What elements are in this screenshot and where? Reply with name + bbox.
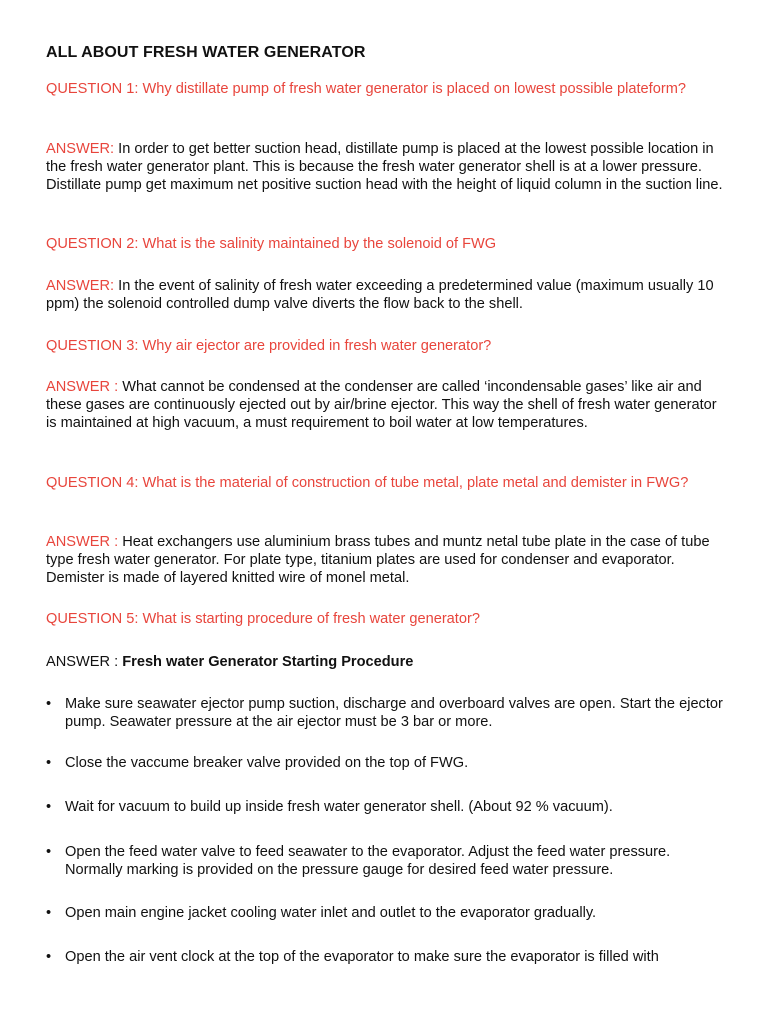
list-item (46, 904, 726, 922)
answer-2 (46, 277, 726, 313)
bullet-icon: • (46, 696, 52, 712)
list-item-text: Make sure seawater ejector pump suction, discharge and overboard valves are open. Start the ejector pump. Seawater pressure at the air ejector must be 3 bar or more. (65, 696, 723, 730)
answer-text: What cannot be condensed at the condenser are called ‘incondensable gases’ like air and these gases are continuously ejected out by air/brine ejector. This way the shell of fresh water generator is maintained at high vacuum, a must requirement to boil water at low temperatures. (46, 379, 717, 431)
list-item (46, 948, 726, 966)
answer-text: In the event of salinity of fresh water exceeding a predetermined value (maximum usually 10 ppm) the solenoid controlled dump valve diverts the flow back to the shell. (46, 278, 714, 312)
question-4: QUESTION 4: What is the material of construction of tube metal, plate metal and demister in FWG? (46, 475, 689, 491)
answer-5 (46, 653, 726, 671)
answer-4 (46, 533, 726, 587)
answer-label: ANSWER : (46, 534, 119, 550)
bullet-icon: • (46, 905, 52, 921)
bullet-icon: • (46, 949, 52, 965)
list-item-text: Open the feed water valve to feed seawater to the evaporator. Adjust the feed water pressure. Normally marking is provided on the pressure gauge for desired feed water pressure. (65, 844, 671, 878)
answer-1 (46, 140, 726, 194)
answer-label: ANSWER: (46, 141, 115, 157)
bullet-icon: • (46, 755, 52, 771)
list-item (46, 843, 726, 879)
answer-text: In order to get better suction head, distillate pump is placed at the lowest possible location in the fresh water generator plant. This is because the fresh water generator shell is at a lower pressure. Distillate pump get maximum net positive suction head with the height of liquid column in the suction line. (46, 141, 723, 193)
answer-text: Heat exchangers use aluminium brass tubes and muntz netal tube plate in the case of tube type fresh water generator. For plate type, titanium plates are used for condenser and evaporator. Demister is made of layered knitted wire of monel metal. (46, 534, 710, 586)
list-item-text: Open the air vent clock at the top of the evaporator to make sure the evaporator is filled with (65, 949, 659, 965)
answer-label: ANSWER: (46, 278, 115, 294)
page-title: ALL ABOUT FRESH WATER GENERATOR (46, 44, 366, 61)
bullet-icon: • (46, 799, 52, 815)
answer-3 (46, 378, 726, 432)
answer-label: ANSWER : (46, 379, 119, 395)
question-2: QUESTION 2: What is the salinity maintained by the solenoid of FWG (46, 236, 497, 252)
list-item (46, 798, 726, 816)
bullet-icon: • (46, 844, 52, 860)
procedure-heading: Fresh water Generator Starting Procedure (122, 654, 414, 670)
list-item (46, 695, 726, 731)
answer-label: ANSWER : (46, 654, 119, 670)
list-item (46, 754, 726, 772)
question-5: QUESTION 5: What is starting procedure of fresh water generator? (46, 611, 480, 627)
list-item-text: Wait for vacuum to build up inside fresh water generator shell. (About 92 % vacuum). (65, 799, 613, 815)
list-item-text: Close the vaccume breaker valve provided on the top of FWG. (65, 755, 469, 771)
question-1: QUESTION 1: Why distillate pump of fresh water generator is placed on lowest possible plateform? (46, 81, 686, 97)
question-3: QUESTION 3: Why air ejector are provided in fresh water generator? (46, 338, 492, 354)
list-item-text: Open main engine jacket cooling water inlet and outlet to the evaporator gradually. (65, 905, 597, 921)
